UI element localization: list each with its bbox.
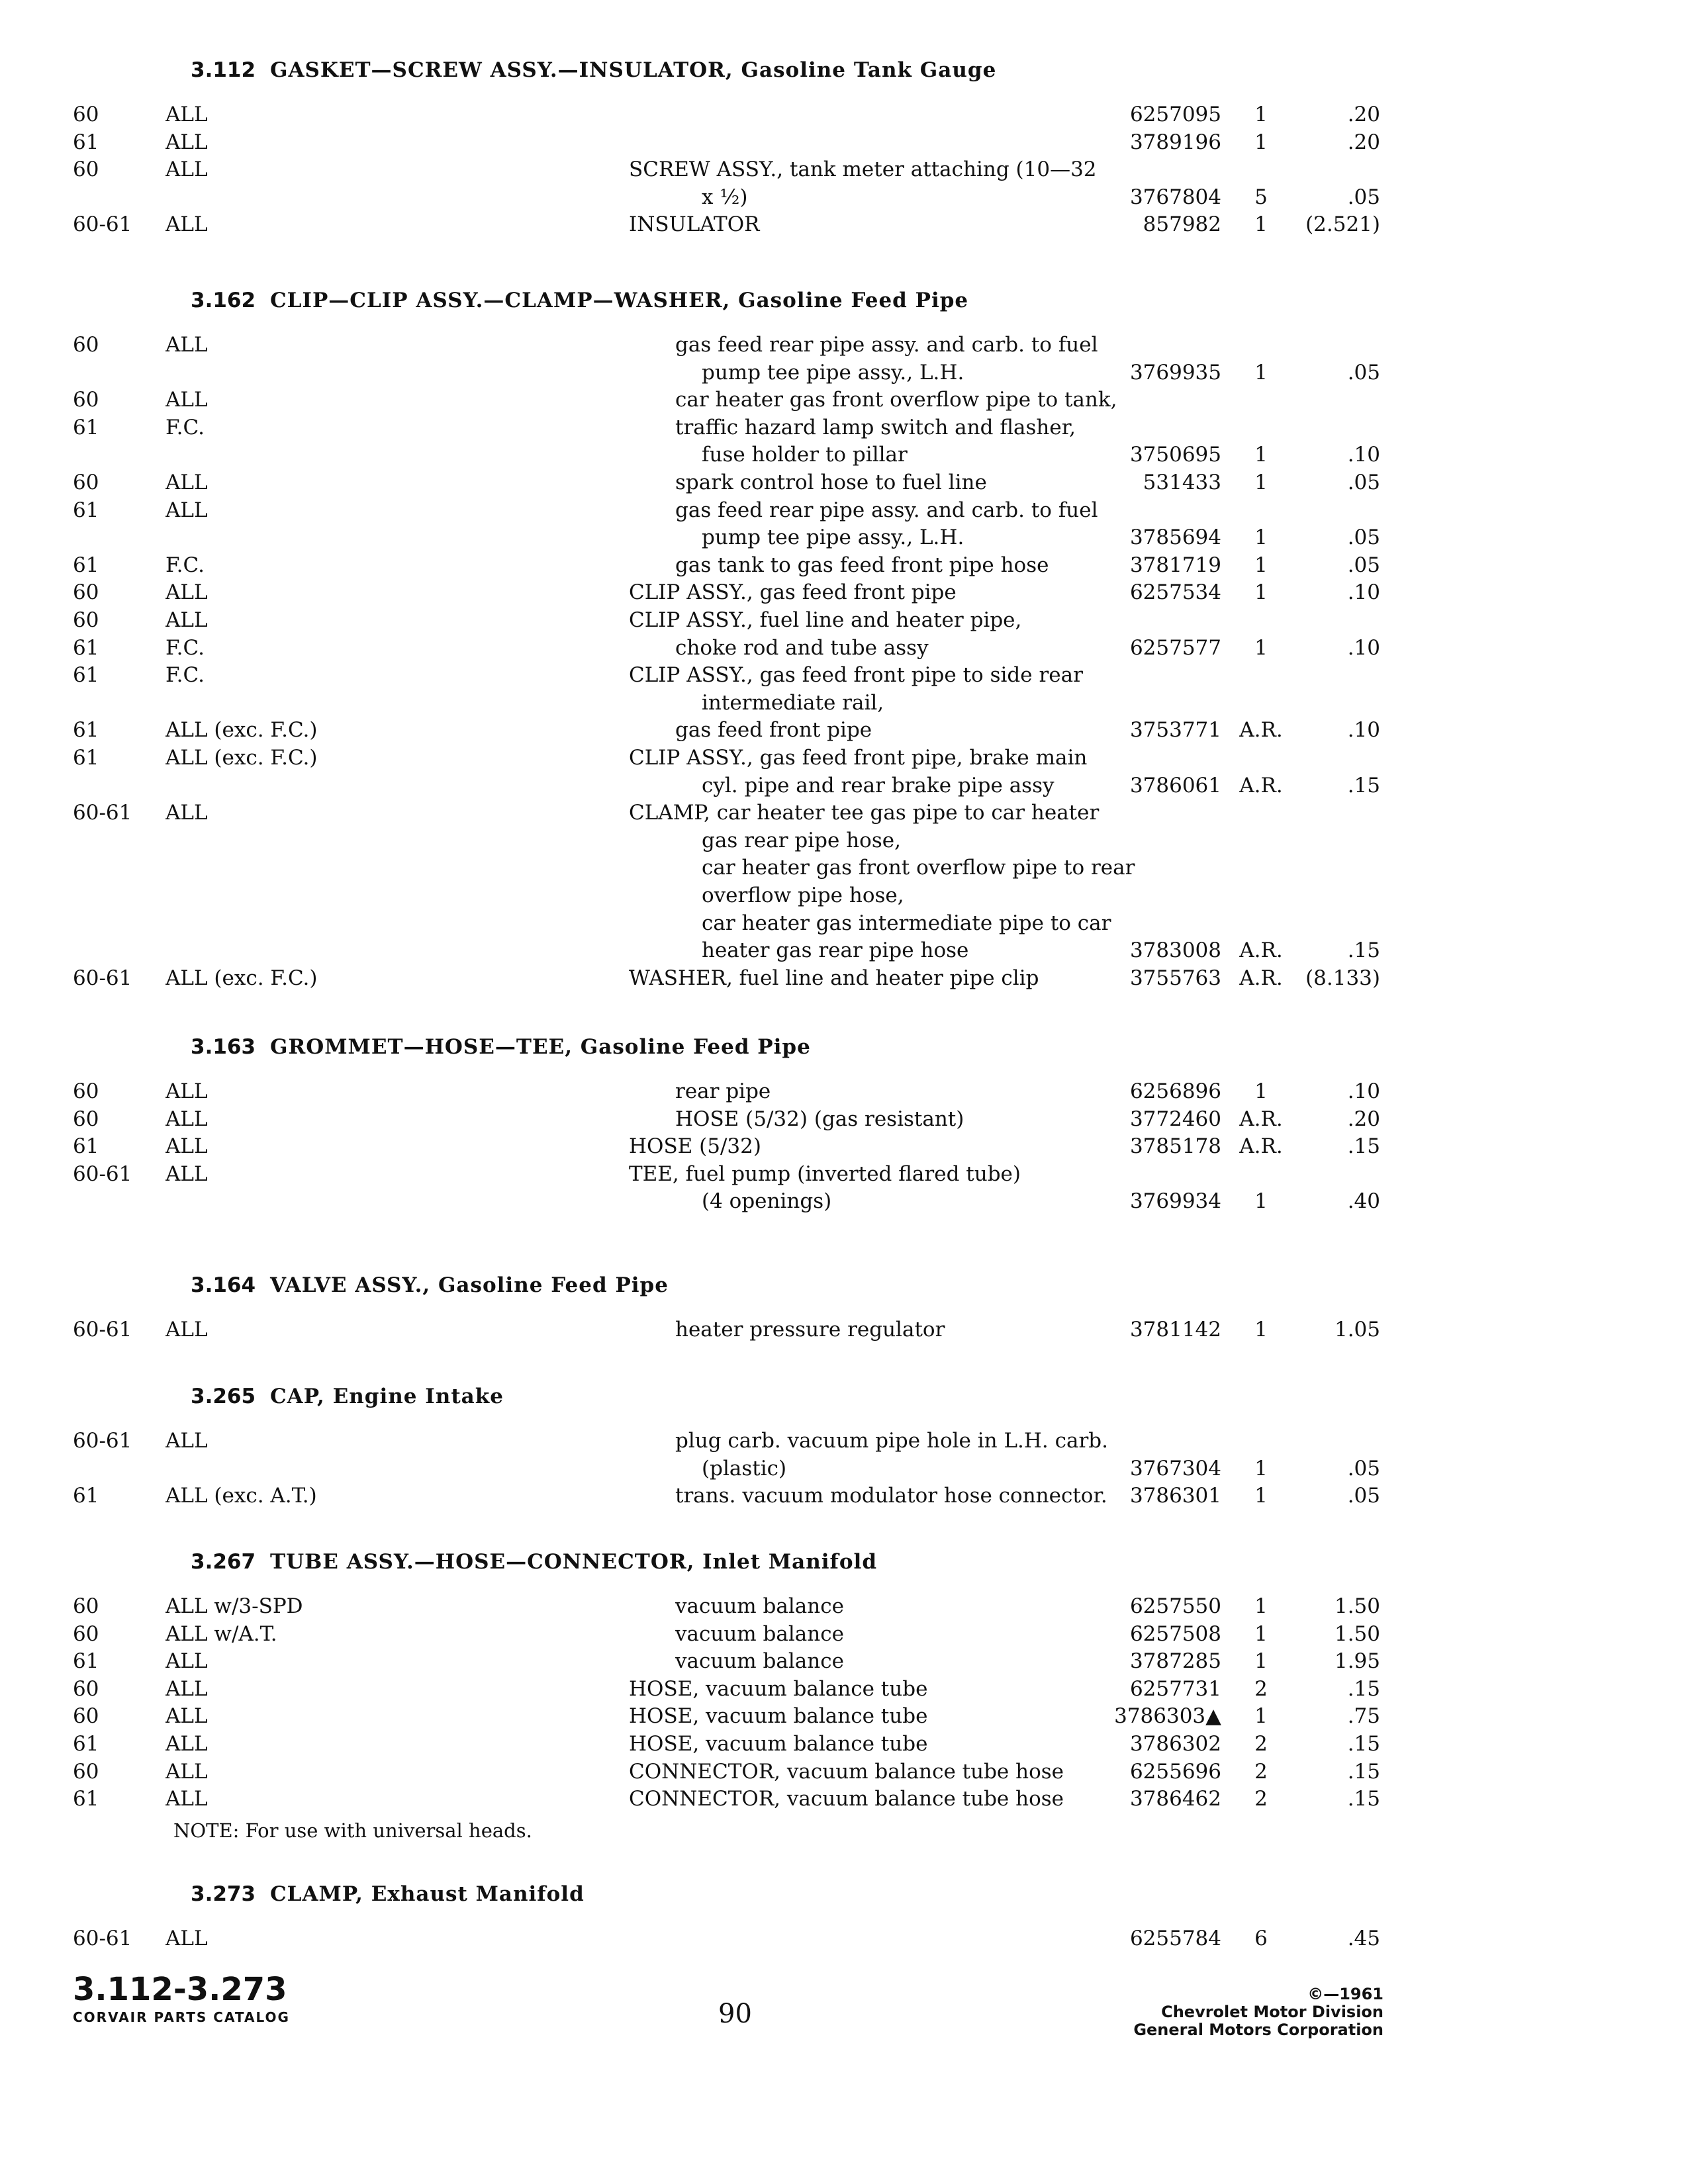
model-cell: ALL bbox=[165, 1732, 208, 1756]
parts-row bbox=[0, 689, 1688, 717]
model-cell: ALL bbox=[165, 158, 208, 182]
description-cell: gas feed rear pipe assy. and carb. to fuel bbox=[675, 333, 1098, 357]
description-cell: SCREW ASSY., tank meter attaching (10—32 bbox=[629, 158, 1097, 182]
description-cell: cyl. pipe and rear brake pipe assy bbox=[702, 773, 1055, 797]
price-cell: .05 bbox=[1347, 471, 1380, 494]
model-cell: ALL (exc. F.C.) bbox=[165, 746, 318, 770]
parts-row bbox=[0, 1482, 1688, 1510]
quantity-cell: A.R. bbox=[1239, 718, 1283, 743]
part-number-cell: 3767304 bbox=[1129, 1456, 1221, 1480]
price-cell: 1.50 bbox=[1334, 1594, 1380, 1618]
price-cell: 1.50 bbox=[1334, 1621, 1380, 1646]
parts-row bbox=[0, 1785, 1688, 1813]
part-number-cell: 3787285 bbox=[1129, 1649, 1221, 1674]
section-number: 3.162 bbox=[191, 289, 256, 312]
parts-row bbox=[0, 156, 1688, 183]
section-title: CAP, Engine Intake bbox=[270, 1385, 504, 1408]
footer-division: Chevrolet Motor Division bbox=[1161, 2003, 1383, 2021]
year-cell: 61 bbox=[73, 635, 99, 660]
price-cell: .45 bbox=[1347, 1927, 1380, 1950]
description-cell: INSULATOR bbox=[629, 212, 760, 237]
parts-row bbox=[0, 716, 1688, 744]
parts-row bbox=[0, 1077, 1688, 1105]
quantity-cell: 5 bbox=[1254, 185, 1268, 209]
model-cell: ALL (exc. A.T.) bbox=[165, 1484, 317, 1508]
model-cell: ALL bbox=[165, 1927, 208, 1950]
parts-row bbox=[0, 744, 1688, 772]
section-heading bbox=[191, 1031, 811, 1063]
parts-row bbox=[0, 359, 1688, 387]
price-cell: .05 bbox=[1347, 1456, 1380, 1480]
footer-section-range: 3.112-3.273 bbox=[73, 1971, 287, 2008]
footer-corporation: General Motors Corporation bbox=[1133, 2021, 1383, 2039]
price-cell: .15 bbox=[1347, 938, 1380, 963]
parts-row bbox=[0, 799, 1688, 827]
price-cell: .05 bbox=[1347, 1484, 1380, 1508]
model-cell: ALL bbox=[165, 1704, 208, 1729]
section-title: GASKET—SCREW ASSY.—INSULATOR, Gasoline Tank Gauge bbox=[270, 58, 997, 82]
quantity-cell: 1 bbox=[1254, 1079, 1268, 1103]
description-cell: vacuum balance bbox=[675, 1594, 844, 1618]
description-cell: heater gas rear pipe hose bbox=[702, 938, 969, 963]
quantity-cell: A.R. bbox=[1239, 966, 1283, 990]
year-cell: 60 bbox=[73, 1676, 99, 1701]
description-cell: CLIP ASSY., fuel line and heater pipe, bbox=[629, 608, 1022, 632]
year-cell: 61 bbox=[73, 1732, 99, 1756]
model-cell: ALL bbox=[165, 212, 208, 237]
description-cell: (plastic) bbox=[702, 1456, 787, 1480]
price-cell: .05 bbox=[1347, 525, 1380, 550]
model-cell: ALL bbox=[165, 333, 208, 357]
model-cell: ALL bbox=[165, 498, 208, 522]
parts-row bbox=[0, 386, 1688, 414]
part-number-cell: 3789196 bbox=[1129, 130, 1221, 154]
description-cell: rear pipe bbox=[675, 1079, 771, 1103]
parts-row bbox=[0, 210, 1688, 238]
price-cell: (8.133) bbox=[1305, 966, 1380, 990]
parts-row bbox=[0, 1316, 1688, 1343]
parts-row bbox=[0, 854, 1688, 882]
part-number-cell: 3783008 bbox=[1129, 938, 1221, 963]
part-number-cell: 3786462 bbox=[1129, 1787, 1221, 1811]
model-cell: F.C. bbox=[165, 553, 205, 577]
footer-catalog-name: CORVAIR PARTS CATALOG bbox=[73, 2009, 290, 2025]
year-cell: 60 bbox=[73, 471, 99, 494]
description-cell: trans. vacuum modulator hose connector. bbox=[675, 1484, 1107, 1508]
year-cell: 61 bbox=[73, 1484, 99, 1508]
part-number-cell: 3785178 bbox=[1129, 1134, 1221, 1159]
quantity-cell: 1 bbox=[1254, 1594, 1268, 1618]
price-cell: .15 bbox=[1347, 1676, 1380, 1701]
description-cell: gas rear pipe hose, bbox=[702, 828, 901, 852]
description-cell: plug carb. vacuum pipe hole in L.H. carb. bbox=[675, 1429, 1108, 1453]
part-number-cell: 6257534 bbox=[1129, 580, 1221, 605]
year-cell: 60 bbox=[73, 1759, 99, 1784]
price-cell: .75 bbox=[1347, 1704, 1380, 1729]
section-title: GROMMET—HOSE—TEE, Gasoline Feed Pipe bbox=[270, 1035, 811, 1059]
parts-row bbox=[0, 523, 1688, 551]
quantity-cell: 1 bbox=[1254, 1704, 1268, 1729]
description-cell: gas tank to gas feed front pipe hose bbox=[675, 553, 1049, 577]
parts-row bbox=[0, 936, 1688, 964]
year-cell: 60-61 bbox=[73, 1429, 132, 1453]
part-number-cell: 3769934 bbox=[1129, 1189, 1221, 1214]
price-cell: .10 bbox=[1347, 580, 1380, 605]
part-number-cell: 6257577 bbox=[1129, 635, 1221, 660]
price-cell: .20 bbox=[1347, 130, 1380, 154]
parts-row bbox=[0, 441, 1688, 469]
description-cell: heater pressure regulator bbox=[675, 1318, 945, 1342]
parts-row bbox=[0, 331, 1688, 359]
part-number-cell: 3786303▲ bbox=[1114, 1704, 1221, 1729]
model-cell: F.C. bbox=[165, 635, 205, 660]
parts-row bbox=[0, 1187, 1688, 1215]
quantity-cell: 2 bbox=[1254, 1759, 1268, 1784]
description-cell: HOSE, vacuum balance tube bbox=[629, 1732, 928, 1756]
price-cell: .10 bbox=[1347, 718, 1380, 743]
parts-row bbox=[0, 1455, 1688, 1482]
year-cell: 61 bbox=[73, 498, 99, 522]
part-number-cell: 6257508 bbox=[1129, 1621, 1221, 1646]
year-cell: 60 bbox=[73, 388, 99, 412]
description-cell: gas feed rear pipe assy. and carb. to fuel bbox=[675, 498, 1098, 522]
model-cell: ALL bbox=[165, 608, 208, 632]
parts-row bbox=[0, 909, 1688, 937]
model-cell: ALL bbox=[165, 1107, 208, 1131]
description-cell: CONNECTOR, vacuum balance tube hose bbox=[629, 1759, 1064, 1784]
model-cell: ALL bbox=[165, 1759, 208, 1784]
parts-row bbox=[0, 128, 1688, 156]
description-cell: vacuum balance bbox=[675, 1621, 844, 1646]
description-cell: HOSE, vacuum balance tube bbox=[629, 1676, 928, 1701]
year-cell: 60 bbox=[73, 333, 99, 357]
parts-row bbox=[0, 469, 1688, 496]
part-number-cell: 3785694 bbox=[1129, 525, 1221, 550]
parts-row bbox=[0, 1132, 1688, 1160]
year-cell: 60 bbox=[73, 158, 99, 182]
quantity-cell: 1 bbox=[1254, 1318, 1268, 1342]
year-cell: 60 bbox=[73, 1107, 99, 1131]
quantity-cell: 1 bbox=[1254, 103, 1268, 126]
year-cell: 60 bbox=[73, 1621, 99, 1646]
model-cell: ALL bbox=[165, 1134, 208, 1159]
price-cell: .15 bbox=[1347, 1134, 1380, 1159]
section-number: 3.267 bbox=[191, 1550, 256, 1574]
quantity-cell: 1 bbox=[1254, 360, 1268, 385]
year-cell: 60-61 bbox=[73, 1161, 132, 1186]
price-cell: .15 bbox=[1347, 1732, 1380, 1756]
model-cell: ALL bbox=[165, 1318, 208, 1342]
description-cell: choke rod and tube assy bbox=[675, 635, 929, 660]
quantity-cell: 6 bbox=[1254, 1927, 1268, 1950]
parts-row bbox=[0, 1675, 1688, 1703]
description-cell: pump tee pipe assy., L.H. bbox=[702, 525, 964, 550]
section-heading bbox=[191, 54, 996, 86]
description-cell: car heater gas intermediate pipe to car bbox=[702, 911, 1111, 935]
part-number-cell: 6256896 bbox=[1129, 1079, 1221, 1103]
year-cell: 60-61 bbox=[73, 966, 132, 990]
year-cell: 61 bbox=[73, 130, 99, 154]
price-cell: .05 bbox=[1347, 553, 1380, 577]
quantity-cell: 1 bbox=[1254, 580, 1268, 605]
description-cell: intermediate rail, bbox=[702, 690, 884, 715]
section-title: TUBE ASSY.—HOSE—CONNECTOR, Inlet Manifold bbox=[270, 1550, 878, 1574]
section-number: 3.273 bbox=[191, 1882, 256, 1906]
section-heading bbox=[191, 1381, 504, 1412]
year-cell: 60-61 bbox=[73, 801, 132, 825]
parts-row bbox=[0, 661, 1688, 689]
section-title: VALVE ASSY., Gasoline Feed Pipe bbox=[270, 1273, 669, 1297]
parts-row bbox=[0, 634, 1688, 662]
description-cell: x ½) bbox=[702, 185, 748, 209]
year-cell: 60-61 bbox=[73, 1927, 132, 1950]
price-cell: .10 bbox=[1347, 635, 1380, 660]
parts-row bbox=[0, 1758, 1688, 1786]
quantity-cell: 1 bbox=[1254, 1484, 1268, 1508]
section-heading bbox=[191, 1546, 877, 1578]
year-cell: 61 bbox=[73, 718, 99, 743]
parts-row bbox=[0, 1105, 1688, 1133]
quantity-cell: 1 bbox=[1254, 1456, 1268, 1480]
price-cell: .15 bbox=[1347, 1787, 1380, 1811]
parts-row bbox=[0, 578, 1688, 606]
parts-row bbox=[0, 1925, 1688, 1952]
part-number-cell: 3786302 bbox=[1129, 1732, 1221, 1756]
part-number-cell: 3753771 bbox=[1129, 718, 1221, 743]
description-cell: vacuum balance bbox=[675, 1649, 844, 1674]
quantity-cell: 1 bbox=[1254, 1621, 1268, 1646]
description-cell: CLIP ASSY., gas feed front pipe bbox=[629, 580, 957, 605]
page-number: 90 bbox=[718, 1999, 752, 2029]
description-cell: overflow pipe hose, bbox=[702, 884, 904, 907]
model-cell: ALL (exc. F.C.) bbox=[165, 718, 318, 743]
price-cell: 1.95 bbox=[1334, 1649, 1380, 1674]
quantity-cell: 2 bbox=[1254, 1676, 1268, 1701]
parts-row bbox=[0, 1620, 1688, 1648]
description-cell: car heater gas front overflow pipe to tank, bbox=[675, 388, 1117, 412]
year-cell: 61 bbox=[73, 1134, 99, 1159]
parts-row bbox=[0, 964, 1688, 992]
quantity-cell: A.R. bbox=[1239, 773, 1283, 797]
parts-row bbox=[0, 606, 1688, 634]
model-cell: ALL bbox=[165, 1676, 208, 1701]
year-cell: 60-61 bbox=[73, 212, 132, 237]
price-cell: .15 bbox=[1347, 1759, 1380, 1784]
quantity-cell: 1 bbox=[1254, 212, 1268, 237]
description-cell: TEE, fuel pump (inverted flared tube) bbox=[629, 1161, 1021, 1186]
quantity-cell: 1 bbox=[1254, 525, 1268, 550]
parts-row bbox=[0, 1702, 1688, 1730]
part-number-cell: 3769935 bbox=[1129, 360, 1221, 385]
model-cell: ALL bbox=[165, 1079, 208, 1103]
description-cell: spark control hose to fuel line bbox=[675, 471, 987, 494]
description-cell: (4 openings) bbox=[702, 1189, 832, 1214]
year-cell: 61 bbox=[73, 553, 99, 577]
model-cell: ALL bbox=[165, 801, 208, 825]
price-cell: .10 bbox=[1347, 1079, 1380, 1103]
quantity-cell: 1 bbox=[1254, 1189, 1268, 1214]
year-cell: 61 bbox=[73, 663, 99, 688]
quantity-cell: 2 bbox=[1254, 1787, 1268, 1811]
section-title: CLIP—CLIP ASSY.—CLAMP—WASHER, Gasoline Feed Pipe bbox=[270, 289, 969, 312]
part-number-cell: 6255784 bbox=[1129, 1927, 1221, 1950]
section-heading bbox=[191, 1269, 669, 1301]
parts-row bbox=[0, 1160, 1688, 1188]
year-cell: 61 bbox=[73, 415, 99, 439]
description-cell: gas feed front pipe bbox=[675, 718, 872, 743]
part-number-cell: 3755763 bbox=[1129, 966, 1221, 990]
year-cell: 60 bbox=[73, 1594, 99, 1618]
model-cell: ALL bbox=[165, 103, 208, 126]
parts-row bbox=[0, 496, 1688, 524]
section-number: 3.112 bbox=[191, 58, 256, 82]
quantity-cell: 1 bbox=[1254, 443, 1268, 467]
quantity-cell: A.R. bbox=[1239, 938, 1283, 963]
model-cell: ALL bbox=[165, 1161, 208, 1186]
part-number-cell: 3786061 bbox=[1129, 773, 1221, 797]
quantity-cell: 1 bbox=[1254, 471, 1268, 494]
section-note: NOTE: For use with universal heads. bbox=[173, 1819, 532, 1842]
quantity-cell: 2 bbox=[1254, 1732, 1268, 1756]
description-cell: traffic hazard lamp switch and flasher, bbox=[675, 415, 1076, 439]
parts-row bbox=[0, 827, 1688, 854]
model-cell: F.C. bbox=[165, 415, 205, 439]
year-cell: 60 bbox=[73, 608, 99, 632]
section-number: 3.265 bbox=[191, 1385, 256, 1408]
part-number-cell: 3781719 bbox=[1129, 553, 1221, 577]
parts-row bbox=[0, 101, 1688, 128]
year-cell: 61 bbox=[73, 1787, 99, 1811]
model-cell: ALL bbox=[165, 130, 208, 154]
part-number-cell: 857982 bbox=[1143, 212, 1221, 237]
description-cell: HOSE (5/32) bbox=[629, 1134, 761, 1159]
parts-row bbox=[0, 414, 1688, 441]
year-cell: 60 bbox=[73, 1704, 99, 1729]
model-cell: ALL bbox=[165, 1429, 208, 1453]
price-cell: .10 bbox=[1347, 443, 1380, 467]
part-number-cell: 6257095 bbox=[1129, 103, 1221, 126]
year-cell: 60 bbox=[73, 1079, 99, 1103]
description-cell: CLAMP, car heater tee gas pipe to car heater bbox=[629, 801, 1100, 825]
description-cell: HOSE, vacuum balance tube bbox=[629, 1704, 928, 1729]
price-cell: 1.05 bbox=[1334, 1318, 1380, 1342]
part-number-cell: 531433 bbox=[1143, 471, 1221, 494]
year-cell: 61 bbox=[73, 746, 99, 770]
description-cell: HOSE (5/32) (gas resistant) bbox=[675, 1107, 964, 1131]
parts-row bbox=[0, 1427, 1688, 1455]
footer-publisher bbox=[1086, 1985, 1383, 2039]
parts-row bbox=[0, 1592, 1688, 1620]
part-number-cell: 6257550 bbox=[1129, 1594, 1221, 1618]
quantity-cell: A.R. bbox=[1239, 1107, 1283, 1131]
part-number-cell: 6257731 bbox=[1129, 1676, 1221, 1701]
price-cell: (2.521) bbox=[1305, 212, 1380, 237]
quantity-cell: 1 bbox=[1254, 130, 1268, 154]
price-cell: .20 bbox=[1347, 103, 1380, 126]
model-cell: ALL w/A.T. bbox=[165, 1621, 277, 1646]
description-cell: WASHER, fuel line and heater pipe clip bbox=[629, 966, 1039, 990]
model-cell: F.C. bbox=[165, 663, 205, 688]
description-cell: CLIP ASSY., gas feed front pipe, brake main bbox=[629, 746, 1088, 770]
price-cell: .05 bbox=[1347, 185, 1380, 209]
model-cell: ALL w/3-SPD bbox=[165, 1594, 303, 1618]
footer-copyright: ©—1961 bbox=[1307, 1985, 1383, 2003]
quantity-cell: A.R. bbox=[1239, 1134, 1283, 1159]
model-cell: ALL (exc. F.C.) bbox=[165, 966, 318, 990]
part-number-cell: 3767804 bbox=[1129, 185, 1221, 209]
price-cell: .15 bbox=[1347, 773, 1380, 797]
description-cell: pump tee pipe assy., L.H. bbox=[702, 360, 964, 385]
price-cell: .05 bbox=[1347, 360, 1380, 385]
parts-row bbox=[0, 183, 1688, 211]
year-cell: 60-61 bbox=[73, 1318, 132, 1342]
section-number: 3.163 bbox=[191, 1035, 256, 1059]
model-cell: ALL bbox=[165, 580, 208, 605]
price-cell: .40 bbox=[1347, 1189, 1380, 1214]
description-cell: car heater gas front overflow pipe to rear bbox=[702, 856, 1135, 880]
quantity-cell: 1 bbox=[1254, 1649, 1268, 1674]
part-number-cell: 3786301 bbox=[1129, 1484, 1221, 1508]
price-cell: .20 bbox=[1347, 1107, 1380, 1131]
year-cell: 60 bbox=[73, 103, 99, 126]
part-number-cell: 3772460 bbox=[1129, 1107, 1221, 1131]
part-number-cell: 3781142 bbox=[1129, 1318, 1221, 1342]
parts-row bbox=[0, 882, 1688, 909]
parts-row bbox=[0, 1647, 1688, 1675]
section-heading bbox=[191, 1878, 585, 1910]
parts-row bbox=[0, 1730, 1688, 1758]
year-cell: 60 bbox=[73, 580, 99, 605]
description-cell: CLIP ASSY., gas feed front pipe to side rear bbox=[629, 663, 1083, 688]
section-heading bbox=[191, 285, 968, 316]
year-cell: 61 bbox=[73, 1649, 99, 1674]
section-title: CLAMP, Exhaust Manifold bbox=[270, 1882, 585, 1906]
section-number: 3.164 bbox=[191, 1273, 256, 1297]
parts-row bbox=[0, 772, 1688, 799]
description-cell: CONNECTOR, vacuum balance tube hose bbox=[629, 1787, 1064, 1811]
model-cell: ALL bbox=[165, 1649, 208, 1674]
quantity-cell: 1 bbox=[1254, 635, 1268, 660]
parts-row bbox=[0, 551, 1688, 579]
quantity-cell: 1 bbox=[1254, 553, 1268, 577]
part-number-cell: 6255696 bbox=[1129, 1759, 1221, 1784]
description-cell: fuse holder to pillar bbox=[702, 443, 908, 467]
part-number-cell: 3750695 bbox=[1129, 443, 1221, 467]
model-cell: ALL bbox=[165, 471, 208, 494]
model-cell: ALL bbox=[165, 1787, 208, 1811]
model-cell: ALL bbox=[165, 388, 208, 412]
